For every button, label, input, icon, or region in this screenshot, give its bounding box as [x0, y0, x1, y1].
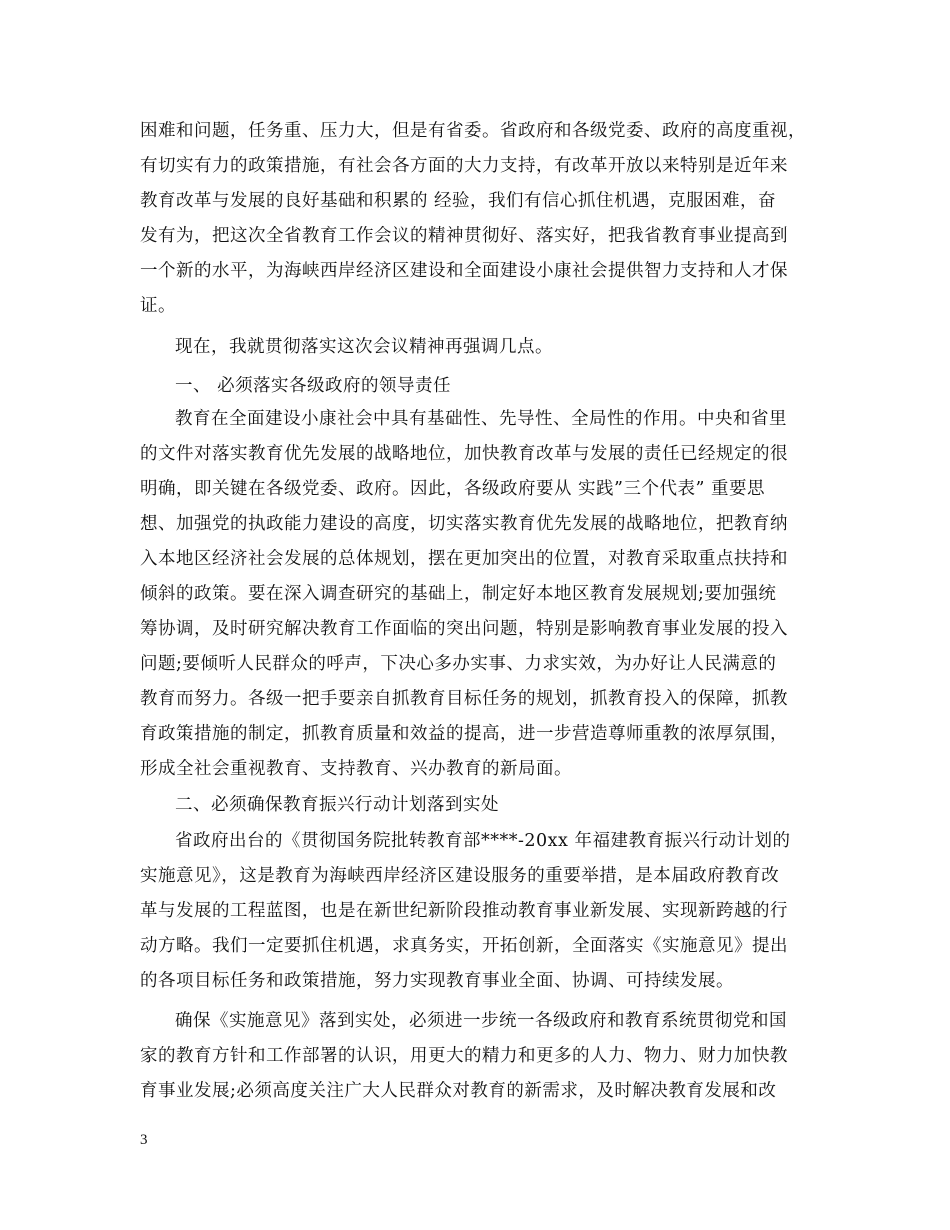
paragraph-line: 教育而努力。各级一把手要亲自抓教育目标任务的规划，抓教育投入的保障，抓教	[140, 689, 788, 709]
section-heading: 二、必须确保教育振兴行动计划落到实处	[175, 795, 499, 815]
paragraph-line: 形成全社会重视教育、支持教育、兴办教育的新局面。	[140, 759, 572, 779]
paragraph-line: 教育在全面建设小康社会中具有基础性、先导性、全局性的作用。中央和省里	[175, 409, 787, 429]
paragraph-line: 的各项目标任务和政策措施，努力实现教育事业全面、协调、可持续发展。	[140, 971, 734, 991]
paragraph-line: 有切实有力的政策措施，有社会各方面的大力支持，有改革开放以来特别是近年来	[140, 156, 788, 176]
paragraph-line: 现在，我就贯彻落实这次会议精神再强调几点。	[175, 337, 553, 357]
section-heading: 一、 必须落实各级政府的领导责任	[175, 376, 452, 396]
paragraph-line: 一个新的水平，为海峡西岸经济区建设和全面建设小康社会提供智力支持和人才保	[140, 261, 788, 281]
paragraph-line: 实施意见》，这是教育为海峡西岸经济区建设服务的重要举措，是本届政府教育改	[140, 866, 780, 886]
paragraph-line: 教育改革与发展的良好基础和积累的 经验，我们有信心抓住机遇，克服困难，奋	[140, 191, 777, 211]
paragraph-line: 问题;要倾听人民群众的呼声，下决心多办实事、力求实效，为办好让人民满意的	[140, 654, 777, 674]
paragraph-line: 明确，即关键在各级党委、政府。因此，各级政府要从 实践”三个代表” 重要思	[140, 479, 766, 499]
paragraph-line: 证。	[140, 296, 176, 316]
paragraph-line: 倾斜的政策。要在深入调查研究的基础上，制定好本地区教育发展规划;要加强统	[140, 584, 777, 604]
paragraph-line: 筹协调，及时研究解决教育工作面临的突出问题，特别是影响教育事业发展的投入	[140, 619, 788, 639]
paragraph-line: 发有为，把这次全省教育工作会议的精神贯彻好、落实好，把我省教育事业提高到	[140, 226, 788, 246]
paragraph-line: 想、加强党的执政能力建设的高度，切实落实教育优先发展的战略地位，把教育纳	[140, 514, 788, 534]
paragraph-line: 育事业发展;必须高度关注广大人民群众对教育的新需求，及时解决教育发展和改	[140, 1081, 777, 1101]
paragraph-line: 育政策措施的制定，抓教育质量和效益的提高，进一步营造尊师重教的浓厚氛围，	[140, 724, 788, 744]
paragraph-line: 动方略。我们一定要抓住机遇，求真务实，开拓创新，全面落实《实施意见》提出	[140, 936, 788, 956]
paragraph-line: 革与发展的工程蓝图，也是在新世纪新阶段推动教育事业新发展、实现新跨越的行	[140, 901, 788, 921]
paragraph-line: 确保《实施意见》落到实处，必须进一步统一各级政府和教育系统贯彻党和国	[175, 1011, 787, 1031]
paragraph-line: 省政府出台的《贯彻国务院批转教育部****-20xx 年福建教育振兴行动计划的	[175, 831, 791, 851]
paragraph-line: 家的教育方针和工作部署的认识，用更大的精力和更多的人力、物力、财力加快教	[140, 1046, 788, 1066]
paragraph-line: 入本地区经济社会发展的总体规划，摆在更加突出的位置，对教育采取重点扶持和	[140, 549, 788, 569]
page-number: 3	[140, 1132, 148, 1148]
paragraph-line: 困难和问题，任务重、压力大，但是有省委。省政府和各级党委、政府的高度重视，	[140, 121, 806, 141]
paragraph-line: 的文件对落实教育优先发展的战略地位，加快教育改革与发展的责任已经规定的很	[140, 444, 788, 464]
